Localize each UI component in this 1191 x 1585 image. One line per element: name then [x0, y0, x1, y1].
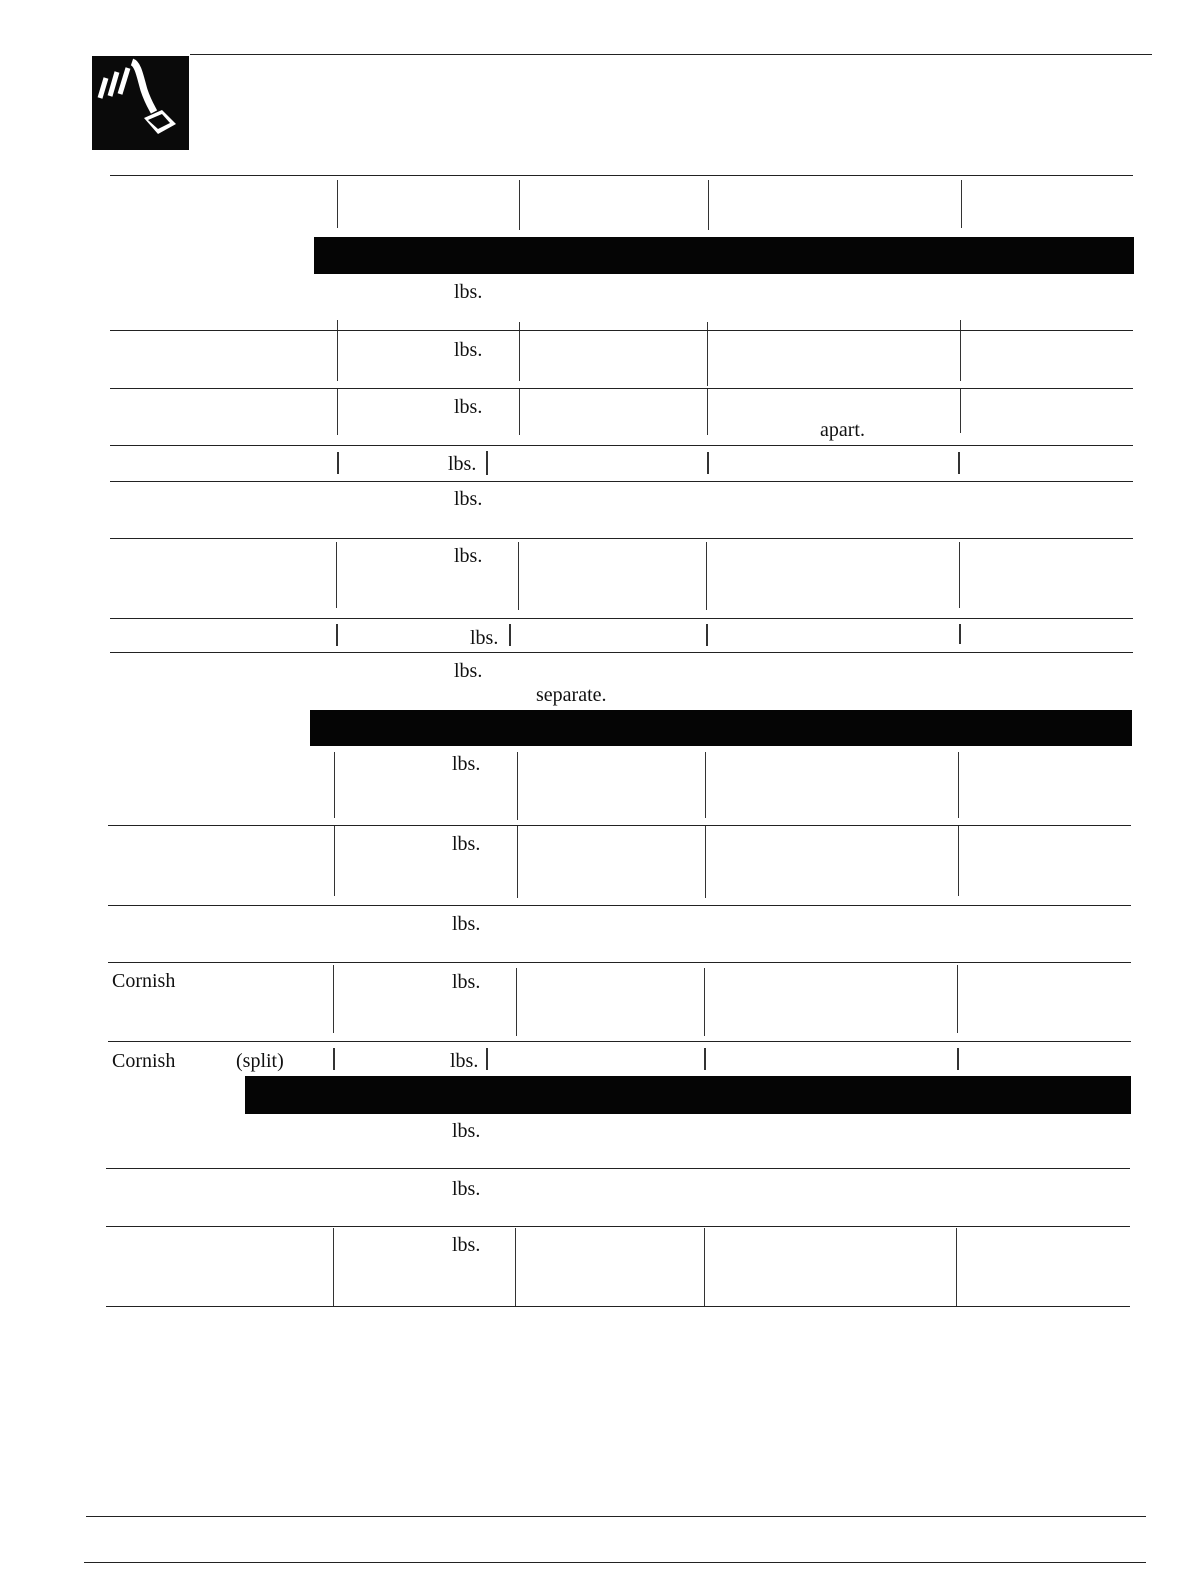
row-rule	[110, 388, 1133, 389]
column-divider	[958, 752, 959, 818]
header-rule	[190, 54, 1152, 55]
column-divider	[957, 965, 958, 1033]
column-divider	[337, 389, 338, 435]
column-divider	[333, 965, 334, 1033]
weight-unit: lbs.	[450, 1050, 479, 1072]
row-rule	[110, 175, 1133, 176]
column-divider	[958, 452, 960, 474]
column-divider	[337, 320, 338, 330]
column-divider	[517, 826, 518, 898]
column-divider	[336, 624, 338, 646]
row-rule	[110, 652, 1133, 653]
column-divider	[337, 331, 338, 381]
weight-unit: lbs.	[454, 396, 483, 418]
row-rule	[108, 905, 1131, 906]
weight-unit: lbs.	[448, 453, 477, 475]
weight-unit: lbs.	[452, 1178, 481, 1200]
weight-unit: lbs.	[452, 971, 481, 993]
column-divider	[707, 389, 708, 435]
weight-unit: lbs.	[454, 545, 483, 567]
column-divider	[705, 826, 706, 898]
column-divider	[334, 826, 335, 896]
food-label-cornish: Cornish	[112, 1050, 176, 1072]
column-divider	[956, 1228, 957, 1306]
column-divider	[960, 331, 961, 381]
column-divider	[517, 752, 518, 820]
column-divider	[961, 180, 962, 228]
weight-unit: lbs.	[452, 913, 481, 935]
column-divider	[515, 1228, 516, 1306]
row-rule	[106, 1306, 1130, 1307]
column-divider	[486, 451, 488, 475]
row-rule	[106, 1226, 1130, 1227]
row-rule	[110, 330, 1133, 331]
row-rule	[108, 1041, 1131, 1042]
weight-unit: lbs.	[452, 753, 481, 775]
split-note: (split)	[236, 1050, 284, 1072]
row-rule	[110, 445, 1133, 446]
column-divider	[334, 752, 335, 818]
column-divider	[509, 624, 511, 646]
food-label-cornish: Cornish	[112, 970, 176, 992]
row-rule	[110, 618, 1133, 619]
section-bar	[310, 710, 1132, 746]
column-divider	[333, 1228, 334, 1306]
footer-rule	[84, 1562, 1146, 1563]
weight-unit: lbs.	[454, 660, 483, 682]
column-divider	[957, 1048, 959, 1070]
footer-rule	[86, 1516, 1146, 1517]
section-bar	[245, 1076, 1131, 1114]
column-divider	[337, 452, 339, 474]
column-divider	[519, 322, 520, 330]
weight-unit: lbs.	[454, 281, 483, 303]
column-divider	[960, 320, 961, 330]
column-divider	[960, 389, 961, 433]
column-divider	[336, 542, 337, 608]
section-bar	[314, 237, 1134, 274]
hand-touch-icon	[92, 56, 189, 150]
row-rule	[110, 481, 1133, 482]
row-rule	[108, 962, 1131, 963]
column-divider	[704, 1048, 706, 1070]
weight-unit: lbs.	[452, 1120, 481, 1142]
column-divider	[518, 542, 519, 610]
column-divider	[333, 1048, 335, 1070]
column-divider	[516, 968, 517, 1036]
row-rule	[106, 1168, 1130, 1169]
separate-note: separate.	[536, 684, 607, 706]
column-divider	[519, 389, 520, 435]
column-divider	[704, 968, 705, 1036]
spacing-note: apart.	[820, 419, 865, 441]
column-divider	[706, 542, 707, 610]
weight-unit: lbs.	[470, 627, 499, 649]
column-divider	[959, 542, 960, 608]
column-divider	[959, 624, 961, 644]
column-divider	[707, 322, 708, 330]
column-divider	[337, 180, 338, 228]
row-rule	[108, 825, 1131, 826]
weight-unit: lbs.	[454, 488, 483, 510]
row-rule	[110, 538, 1133, 539]
column-divider	[519, 331, 520, 381]
column-divider	[486, 1048, 488, 1070]
column-divider	[708, 180, 709, 230]
column-divider	[519, 180, 520, 230]
column-divider	[958, 826, 959, 896]
column-divider	[707, 452, 709, 474]
weight-unit: lbs.	[452, 833, 481, 855]
column-divider	[706, 624, 708, 646]
weight-unit: lbs.	[452, 1234, 481, 1256]
column-divider	[705, 752, 706, 818]
column-divider	[704, 1228, 705, 1306]
weight-unit: lbs.	[454, 339, 483, 361]
column-divider	[707, 331, 708, 386]
